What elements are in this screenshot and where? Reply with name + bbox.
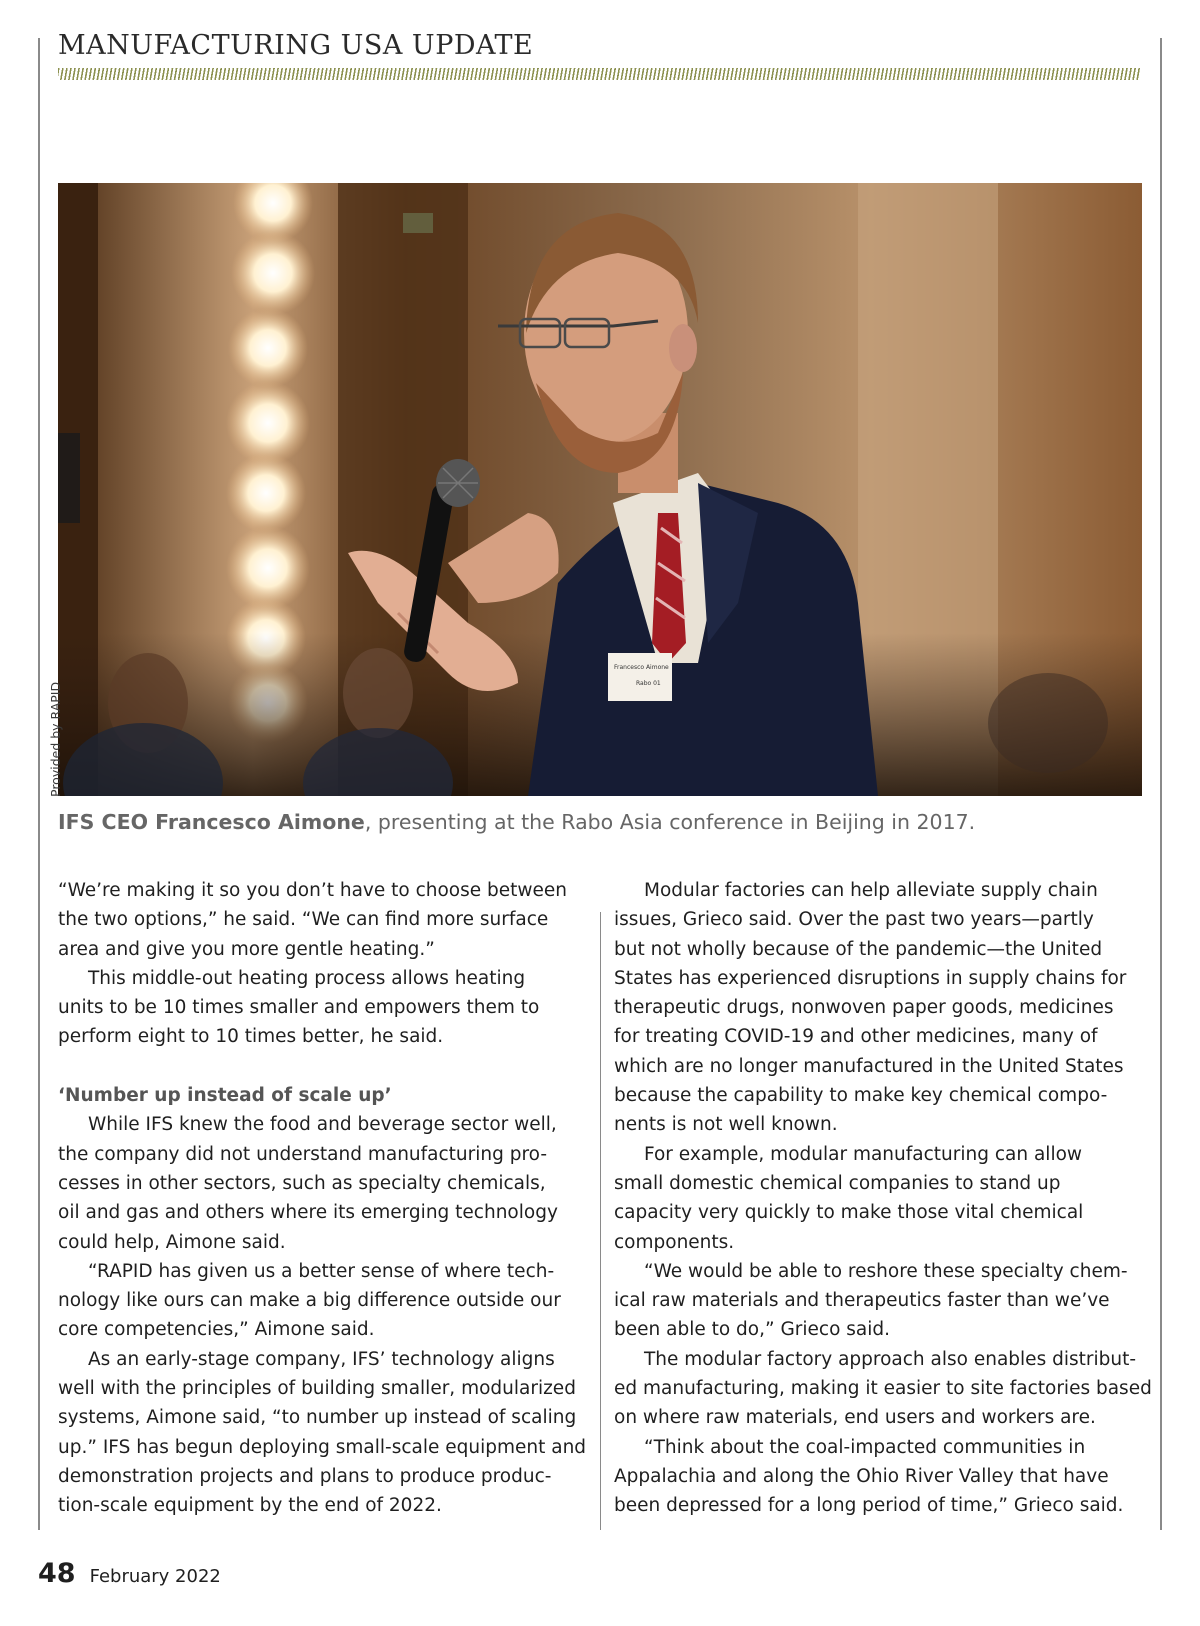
text-line: Modular factories can help alleviate supply chain [644, 880, 1098, 901]
page-footer [38, 1558, 221, 1589]
text-line: for treating COVID-19 and other medicines, many of [614, 1026, 1098, 1048]
right-margin-rule [1160, 38, 1162, 1530]
caption-text: , presenting at the Rabo Asia conference in Beijing in 2017. [364, 810, 976, 834]
section-header: MANUFACTURING USA UPDATE [58, 30, 534, 61]
text-line: been depressed for a long period of time,” Grieco said. [614, 1495, 1124, 1517]
text-line: well with the principles of building smaller, modularized [58, 1378, 576, 1400]
column-divider [600, 912, 601, 1530]
text-line: been able to do,” Grieco said. [614, 1319, 891, 1341]
text-line: “RAPID has given us a better sense of where tech- [88, 1260, 555, 1282]
text-line: This middle-out heating process allows heating [88, 967, 526, 989]
text-line: units to be 10 times smaller and empowers them to [58, 997, 540, 1019]
text-line: Appalachia and along the Ohio River Valley that have [614, 1465, 1109, 1487]
text-line: therapeutic drugs, nonwoven paper goods, medicines [614, 997, 1114, 1019]
text-line: perform eight to 10 times better, he said. [58, 1026, 444, 1048]
text-line: which are no longer manufactured in the United States [614, 1055, 1124, 1077]
text-line: “We’re making it so you don’t have to choose between [58, 880, 568, 901]
text-line: the company did not understand manufacturing pro- [58, 1143, 548, 1165]
text-line: “We would be able to reshore these specialty chem- [644, 1260, 1128, 1282]
text-line: capacity very quickly to make those vital chemical [614, 1202, 1084, 1224]
text-line: systems, Aimone said, “to number up instead of scaling [58, 1407, 577, 1429]
article-column-left [58, 876, 588, 1521]
text-line: demonstration projects and plans to produce produc- [58, 1465, 552, 1487]
text-line: ical raw materials and therapeutics faster than we’ve [614, 1290, 1110, 1312]
page-number: 48 [38, 1558, 76, 1589]
text-line: because the capability to make key chemical compo- [614, 1085, 1108, 1107]
issue-date: February 2022 [89, 1566, 221, 1587]
text-line: As an early-stage company, IFS’ technology aligns [88, 1348, 555, 1370]
text-line: For example, modular manufacturing can allow [644, 1143, 1083, 1165]
subheading: ‘Number up instead of scale up’ [58, 1085, 392, 1107]
text-line: area and give you more gentle heating.” [58, 938, 435, 960]
text-line: nology like ours can make a big difference outside our [58, 1290, 561, 1312]
text-line: could help, Aimone said. [58, 1231, 286, 1253]
caption-bold-name: IFS CEO Francesco Aimone [58, 810, 365, 834]
text-line: on where raw materials, end users and workers are. [614, 1407, 1096, 1429]
text-line: the two options,” he said. “We can find more surface [58, 909, 549, 931]
text-line: issues, Grieco said. Over the past two years—partly [614, 909, 1094, 931]
photo-credit: Provided by RAPID [48, 681, 63, 797]
text-line: up.” IFS has begun deploying small-scale equipment and [58, 1436, 587, 1458]
text-line: small domestic chemical companies to stand up [614, 1172, 1061, 1194]
text-line: The modular factory approach also enables distribut- [644, 1348, 1137, 1370]
text-line: but not wholly because of the pandemic—the United [614, 938, 1103, 960]
photo-caption [58, 810, 975, 834]
header-hatch-rule [58, 68, 1140, 80]
text-line: components. [614, 1231, 735, 1253]
text-line: cesses in other sectors, such as specialty chemicals, [58, 1172, 546, 1194]
text-line: “Think about the coal-impacted communities in [644, 1436, 1086, 1458]
article-column-right [614, 876, 1152, 1521]
text-line: While IFS knew the food and beverage sector well, [88, 1114, 557, 1136]
text-line: nents is not well known. [614, 1114, 838, 1136]
text-line: oil and gas and others where its emerging technology [58, 1202, 558, 1224]
text-line: core competencies,” Aimone said. [58, 1319, 375, 1341]
paragraph-gap [58, 1052, 588, 1081]
text-line: States has experienced disruptions in supply chains for [614, 967, 1127, 989]
name-badge-text: Francesco Aimone [614, 664, 669, 671]
text-line: tion-scale equipment by the end of 2022. [58, 1495, 442, 1517]
left-margin-rule [38, 38, 40, 1530]
text-line: ed manufacturing, making it easier to site factories based [614, 1378, 1152, 1400]
name-badge-subtext: Rabo 01 [636, 680, 661, 687]
speaker-photo [58, 183, 1142, 796]
